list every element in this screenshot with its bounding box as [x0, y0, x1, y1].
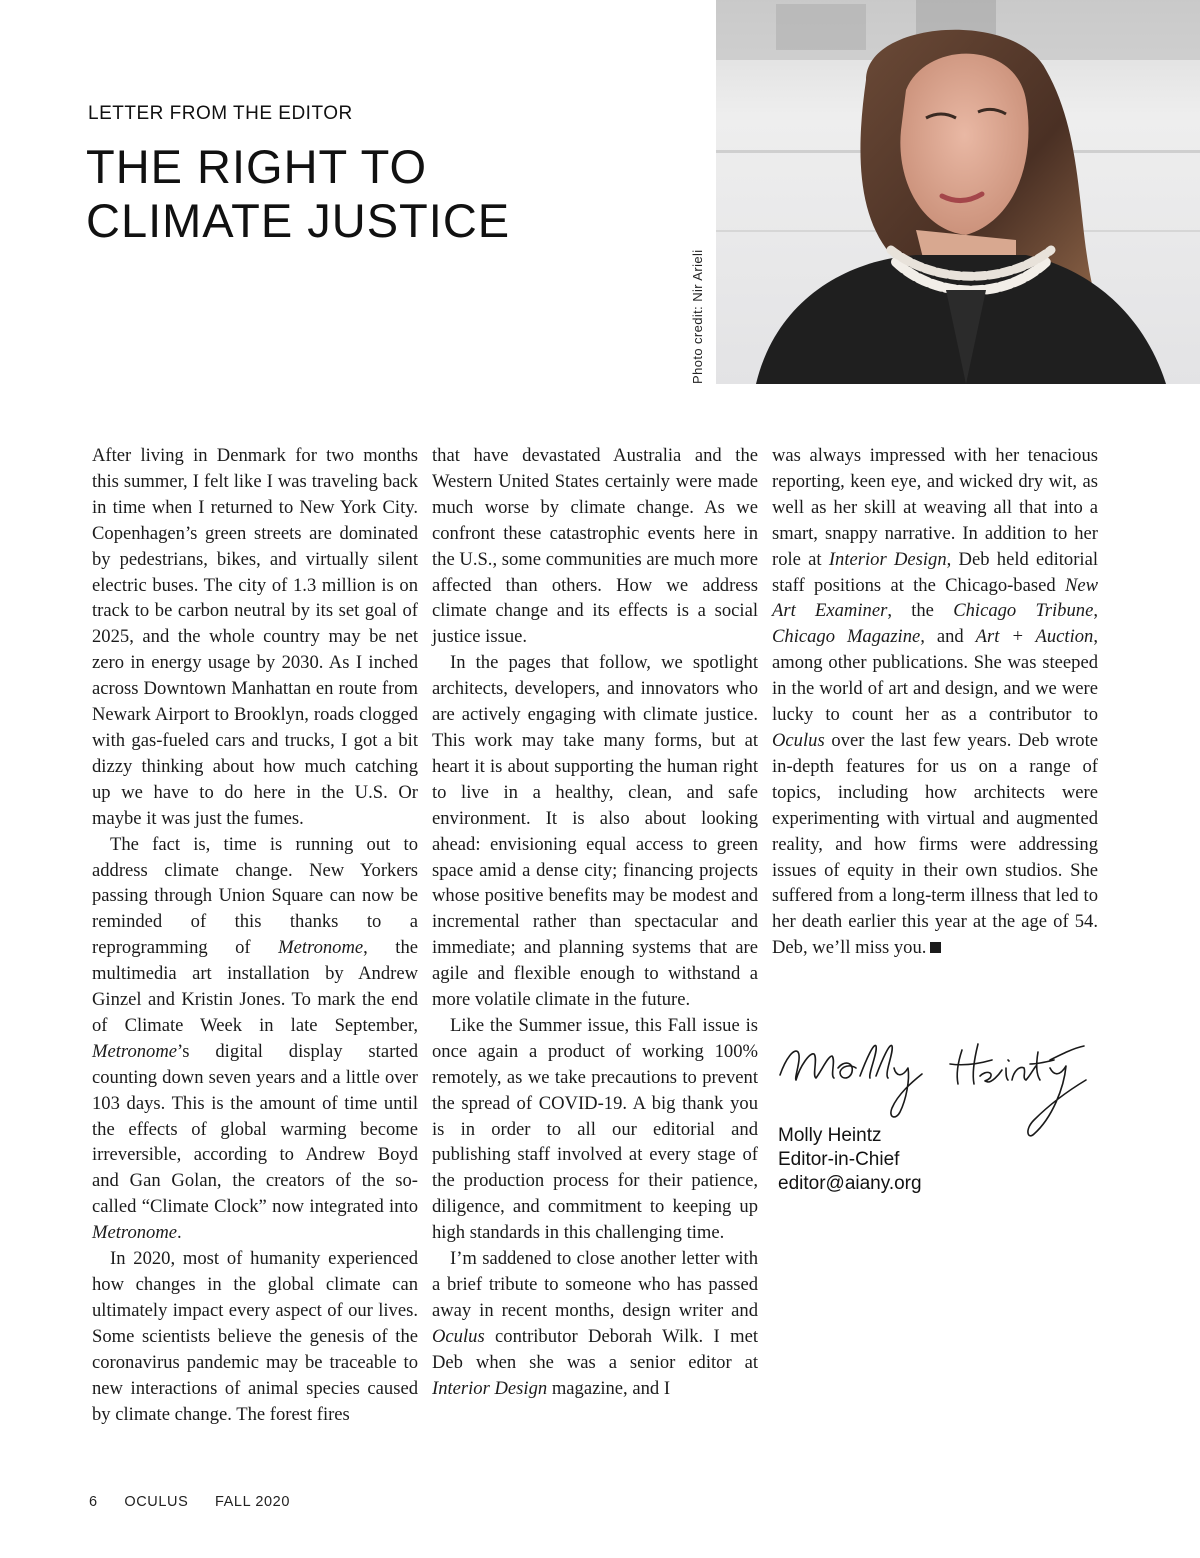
article-column-1 [92, 443, 418, 1427]
paragraph: Like the Summer issue, this Fall issue is once again a product of working 100% remotely, as we take precautions to prevent the spread of COVID-19. A big thank you is in order to all our editorial and publishing staff involved at every stage of the production process for their patience, diligence, and commitment to keeping up high standards in this challenging time. [432, 1014, 758, 1244]
editor-role: Editor-in-Chief [778, 1149, 900, 1170]
paragraph: that have devastated Australia and the Western United States certainly were made much worse by climate change. As we confront these catastrophic events here in the U.S., some communities are much more affected than others. How we address climate change and its effects is a social justice issue. [432, 445, 758, 648]
photo-credit-wrap [690, 224, 712, 384]
page-number: 6 [89, 1494, 98, 1510]
paragraph-text: was always impressed with her tenacious reporting, keen eye, and wicked dry wit, as well as her skill at weaving all that into a smart, snappy narrative. In addition to her role at Interior Design, Deb held editorial staff positions at the Chicago-based New Art Examiner, the Chicago Tribune, Chicago Magazine, and Art + Auction, among other publications. She was steeped in the world of art and design, and we were lucky to count her as a contributor to Oculus over the last few years. Deb wrote in-depth features for us on a range of topics, including how architects were experimenting with virtual and augmented reality, and how firms were addressing issues of equity in their own studios. She suffered from a long-term illness that led to her death earlier this year at the age of 54. Deb, we’ll miss you. [772, 445, 1098, 959]
page-title [86, 140, 646, 248]
editor-name: Molly Heintz [778, 1125, 882, 1146]
section-kicker: LETTER FROM THE EDITOR [88, 103, 353, 124]
title-line-1: THE RIGHT TO [86, 140, 428, 193]
editor-email[interactable]: editor@aiany.org [778, 1173, 922, 1194]
paragraph: I’m saddened to close another letter with a brief tribute to someone who has passed away in recent months, design writer and Oculus contributor Deborah Wilk. I met Deb when she was a senior editor at Interior Design magazine, and I [432, 1248, 758, 1399]
title-line-2: CLIMATE JUSTICE [86, 194, 511, 247]
article-column-2 [432, 443, 758, 1402]
publication-name: OCULUS [124, 1494, 189, 1510]
paragraph: In the pages that follow, we spotlight architects, developers, and innovators who are actively engaging with climate justice. This work may take many forms, but at heart it is about supporting the human right to live in a healthy, clean, and safe environment. It is also about looking ahead: envisioning equal access to green space amid a dense city; financing projects whose positive benefits may be modest and incremental rather than spectacular and immediate; and planning systems that are agile and flexible enough to withstand a more volatile climate in the future. [432, 652, 758, 1011]
paragraph: In 2020, most of humanity experienced how changes in the global climate can ultimately impact every aspect of our lives. Some scientists believe the genesis of the coronavirus pandemic may be traceable to new interactions of animal species caused by climate change. The forest fires [92, 1248, 418, 1425]
paragraph: After living in Denmark for two months this summer, I felt like I was traveling back in time when I returned to New York City. Copenhagen’s green streets are dominated by pedestrians, bikes, and virtually silent electric buses. The city of 1.3 million is on track to be carbon neutral by its set goal of 2025, and the whole country may be net zero in energy usage by 2030. As I inched across Downtown Manhattan en route from Newark Airport to Brooklyn, roads clogged with gas-fueled cars and trucks, I got a bit dizzy thinking about how much catching up we have to do here in the U.S. Or maybe it was just the fumes. [92, 445, 418, 829]
end-mark-icon [930, 942, 941, 953]
page-footer [89, 1494, 312, 1510]
issue-label: FALL 2020 [214, 1494, 290, 1510]
paragraph: The fact is, time is running out to address climate change. New Yorkers passing through Union Square can now be reminded of this thanks to a reprogramming of Metronome, the multimedia art installation by Andrew Ginzel and Kristin Jones. To mark the end of Climate Week in late September, Metronome’s digital display started counting down seven years and a little over 103 days. This is the amount of time until the effects of global warming become irreversible, according to Andrew Boyd and Gan Golan, the creators of the so-called “Climate Clock” now integrated into Metronome. [92, 833, 419, 1244]
photo-credit: Photo credit: Nir Arieli [690, 249, 705, 384]
paragraph [772, 443, 1098, 961]
editor-portrait-photo [716, 0, 1200, 384]
article-column-3 [772, 443, 1098, 961]
signoff-block [778, 1124, 922, 1196]
